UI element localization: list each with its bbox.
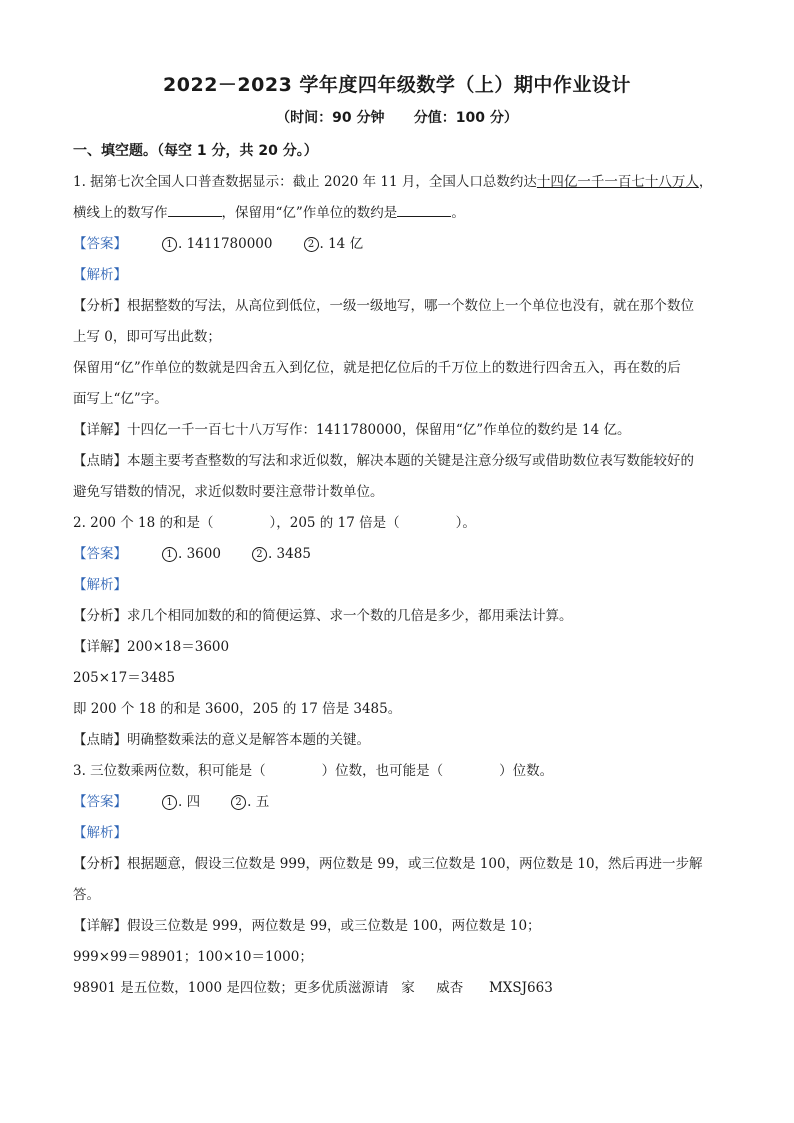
dianjing-tag: 【点睛】 [73, 732, 127, 748]
answer-value: 四 [186, 794, 201, 810]
circled-number-icon: 1 [162, 795, 177, 810]
answer-tag: 【答案】 [73, 236, 127, 252]
fenxi-text: 根据题意，假设三位数是 999，两位数是 99，或三位数是 100，两位数是 10，然后再进一步解 [127, 856, 703, 872]
document-subtitle: （时间：90 分钟 分值：100 分） [276, 110, 518, 126]
fenxi-tag: 【分析】 [73, 856, 127, 872]
answer-blank [168, 199, 222, 217]
q3-answer: 【答案】 1 . 四 2 . 五 [73, 794, 270, 810]
q1-fenxi-cont: 面写上“亿”字。 [73, 391, 168, 407]
q2-fenxi [73, 601, 723, 632]
q2-stem-text: ），205 的 17 倍是（ [269, 515, 400, 531]
q1-answer: 【答案】 1 . 1411780000 2 . 14 亿 [73, 236, 364, 252]
document-title: 2022－2023 学年度四年级数学（上）期中作业设计 [163, 74, 631, 96]
q2-xiangjie [73, 632, 723, 663]
jiexi-tag: 【解析】 [73, 577, 127, 593]
circled-number-icon: 1 [162, 237, 177, 252]
circled-number-icon: 2 [252, 547, 267, 562]
q1-dianjing-cont: 避免写错数的情况，求近似数时要注意带计数单位。 [73, 484, 384, 500]
q3-stem-text: ）位数，也可能是（ [321, 763, 444, 779]
q2-stem [73, 508, 723, 539]
q1-fenxi [73, 291, 723, 322]
circled-number-icon: 2 [304, 237, 319, 252]
answer-blank [397, 199, 451, 217]
q1-stem-text: 横线上的数写作 [73, 205, 168, 221]
q1-stem-text: ，保留用“亿”作单位的数约是 [221, 205, 398, 221]
xiangjie-text: 十四亿一千一百七十八万写作：1411780000，保留用“亿”作单位的数约是 14 亿。 [127, 422, 631, 438]
dianjing-text: 本题主要考查整数的写法和求近似数，解决本题的关键是注意分级写或借助数位表写数能较好的 [127, 453, 694, 469]
answer-value: 3600 [186, 546, 221, 562]
answer-value: 14 亿 [328, 236, 364, 252]
q3-stem-text: ）位数。 [499, 763, 554, 779]
q2-stem-text: ）。 [455, 515, 476, 531]
answer-tag: 【答案】 [73, 794, 127, 810]
q3-calc: 98901 是五位数，1000 是四位数；更多优质滋源请 家 威杏 MXSJ663 [73, 980, 553, 996]
q2-jiexi [73, 570, 723, 601]
section-heading: 一、填空题。（每空 1 分，共 20 分。） [73, 143, 318, 159]
q2-calc: 205×17＝3485 [73, 670, 176, 686]
jiexi-tag: 【解析】 [73, 825, 127, 841]
xiangjie-tag: 【详解】 [73, 918, 127, 934]
q3-xiangjie [73, 911, 723, 942]
q1-stem-line2 [73, 198, 723, 229]
fenxi-text: 根据整数的写法，从高位到低位，一级一级地写，哪一个数位上一个单位也没有，就在那个数位 [127, 298, 694, 314]
dianjing-text: 明确整数乘法的意义是解答本题的关键。 [127, 732, 370, 748]
q1-stem-punct: 。 [451, 205, 465, 221]
answer-value: 3485 [276, 546, 311, 562]
q1-stem-line1 [73, 167, 723, 198]
q2-answer: 【答案】 1 . 3600 2 . 3485 [73, 546, 311, 562]
q1-underlined-number: 十四亿一千一百七十八万人 [536, 174, 699, 190]
q3-fenxi [73, 849, 723, 880]
q1-jiexi [73, 260, 723, 291]
q3-fenxi-cont: 答。 [73, 887, 100, 903]
answer-value: 1411780000 [186, 236, 273, 252]
document-body [73, 136, 723, 1004]
q1-fenxi-cont: 上写 0，即可写出此数； [73, 329, 221, 345]
circled-number-icon: 2 [231, 795, 246, 810]
xiangjie-tag: 【详解】 [73, 639, 127, 655]
q2-dianjing [73, 725, 723, 756]
q1-stem-text: 1. 据第七次全国人口普查数据显示：截止 2020 年 11 月，全国人口总数约达 [73, 174, 537, 190]
fenxi-text: 求几个相同加数的和的简便运算、求一个数的几倍是多少，都用乘法计算。 [127, 608, 573, 624]
answer-value: 五 [255, 794, 270, 810]
circled-number-icon: 1 [162, 547, 177, 562]
q3-calc: 999×99＝98901；100×10＝1000； [73, 949, 313, 965]
q2-stem-text: 2. 200 个 18 的和是（ [73, 515, 214, 531]
q2-calc: 即 200 个 18 的和是 3600，205 的 17 倍是 3485。 [73, 701, 402, 717]
q1-dianjing [73, 446, 723, 477]
jiexi-tag: 【解析】 [73, 267, 127, 283]
dianjing-tag: 【点睛】 [73, 453, 127, 469]
q1-xiangjie [73, 415, 723, 446]
q1-fenxi-cont: 保留用“亿”作单位的数就是四舍五入到亿位，就是把亿位后的千万位上的数进行四舍五入，再在数的后 [73, 360, 681, 376]
xiangjie-text: 200×18＝3600 [127, 639, 230, 655]
answer-tag: 【答案】 [73, 546, 127, 562]
fenxi-tag: 【分析】 [73, 298, 127, 314]
xiangjie-text: 假设三位数是 999，两位数是 99，或三位数是 100，两位数是 10； [127, 918, 541, 934]
fenxi-tag: 【分析】 [73, 608, 127, 624]
q3-stem [73, 756, 723, 787]
xiangjie-tag: 【详解】 [73, 422, 127, 438]
q3-jiexi [73, 818, 723, 849]
q1-stem-punct: ， [698, 174, 713, 190]
q3-stem-text: 3. 三位数乘两位数，积可能是（ [73, 763, 266, 779]
